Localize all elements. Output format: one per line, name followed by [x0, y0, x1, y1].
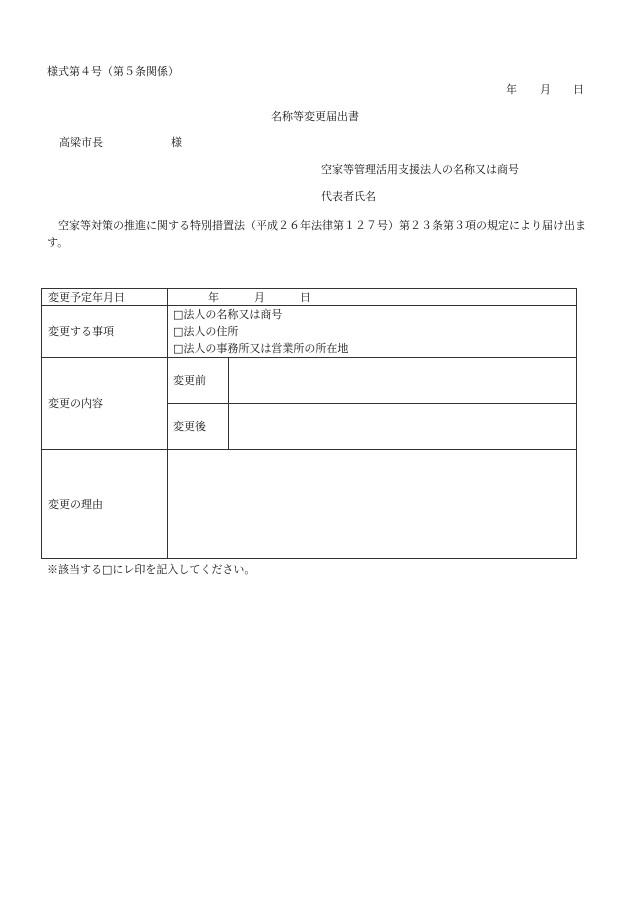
row-divider: [42, 305, 576, 306]
row-divider: [42, 357, 576, 358]
document-title: 名称等変更届出書: [271, 110, 359, 123]
row-divider: [42, 449, 576, 450]
checkbox-item-corp-name[interactable]: □法人の名称又は商号: [173, 308, 283, 321]
change-items-label: 変更する事項: [48, 325, 114, 338]
planned-date-day: 日: [300, 291, 311, 304]
addressee-name: 高梁市長: [59, 136, 103, 149]
change-reason-field[interactable]: [173, 455, 569, 551]
before-change-field[interactable]: [234, 369, 570, 395]
checkbox-item-office-location[interactable]: □法人の事務所又は営業所の所在地: [173, 342, 349, 355]
after-change-field[interactable]: [234, 415, 570, 441]
planned-date-month: 月: [254, 291, 265, 304]
date-day-label: 日: [573, 83, 584, 96]
change-reason-label: 変更の理由: [48, 498, 103, 511]
change-form-table: [41, 288, 577, 559]
column-divider: [167, 289, 168, 558]
column-divider: [228, 357, 229, 449]
after-change-label: 変更後: [173, 420, 206, 433]
before-change-label: 変更前: [173, 374, 206, 387]
declaration-text: 空家等対策の推進に関する特別措置法（平成２６年法律第１２７号）第２３条第３項の規定により届け出ます。: [47, 219, 586, 249]
form-number: 様式第４号（第５条関係）: [47, 65, 179, 78]
checkbox-item-corp-address[interactable]: □法人の住所: [173, 325, 239, 338]
change-content-label: 変更の内容: [48, 397, 103, 410]
applicant-corp-name-label: 空家等管理活用支援法人の名称又は商号: [321, 163, 519, 176]
planned-date-year: 年: [208, 291, 219, 304]
checkbox-instruction-note: ※該当する□にレ印を記入してください。: [47, 563, 256, 576]
date-month-label: 月: [540, 83, 551, 96]
date-year-label: 年: [506, 83, 517, 96]
addressee-honorific: 様: [171, 136, 182, 149]
planned-date-label: 変更予定年月日: [48, 291, 125, 304]
applicant-rep-name-label: 代表者氏名: [321, 190, 376, 203]
